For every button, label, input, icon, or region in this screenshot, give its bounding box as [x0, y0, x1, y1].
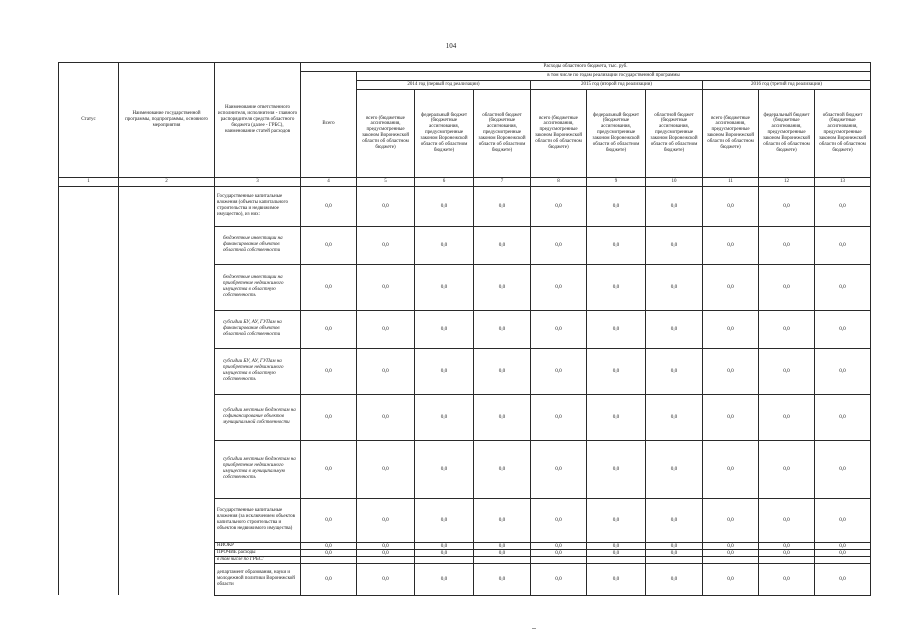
- cell-value: 0,0: [531, 542, 587, 549]
- header-program: Наименование государственной программы, подпрограммы, основного мероприятия: [119, 63, 215, 178]
- cell-value: 0,0: [703, 394, 759, 440]
- cell-value: 0,0: [357, 549, 415, 556]
- cell-value: 0,0: [357, 498, 415, 542]
- cell-value: 0,0: [301, 563, 357, 595]
- cell-value: 0,0: [815, 542, 871, 549]
- cell-value: 0,0: [646, 394, 703, 440]
- cell-value: [759, 556, 815, 563]
- col-number: 2: [119, 177, 215, 186]
- cell-value: 0,0: [759, 348, 815, 394]
- cell-value: 0,0: [415, 186, 474, 226]
- cell-value: 0,0: [815, 498, 871, 542]
- cell-value: 0,0: [357, 440, 415, 498]
- cell-value: 0,0: [301, 542, 357, 549]
- cell-value: 0,0: [474, 498, 531, 542]
- header-2015-fed: федеральный бюджет (бюджетные ассигнования, предусмотренные законом Воронежской области об областном бюджете): [587, 89, 646, 177]
- cell-value: 0,0: [703, 348, 759, 394]
- row-label: субсидии БУ, АУ, ГУПам на приобретение недвижимого имущества в областную собственность: [215, 348, 301, 394]
- cell-value: 0,0: [587, 186, 646, 226]
- cell-value: 0,0: [815, 549, 871, 556]
- header-2016-obl: областной бюджет (бюджетные ассигнования, предусмотренные законом Воронежской области об областном бюджете): [815, 89, 871, 177]
- cell-value: 0,0: [587, 440, 646, 498]
- cell-value: 0,0: [815, 563, 871, 595]
- col-number: 8: [531, 177, 587, 186]
- cell-value: 0,0: [759, 498, 815, 542]
- cell-value: 0,0: [759, 226, 815, 264]
- cell-value: 0,0: [415, 549, 474, 556]
- header-2015-obl: областной бюджет (бюджетные ассигнования, предусмотренные законом Воронежской области об областном бюджете): [646, 89, 703, 177]
- cell-value: 0,0: [415, 348, 474, 394]
- cell-value: 0,0: [759, 549, 815, 556]
- cell-value: 0,0: [415, 498, 474, 542]
- cell-value: 0,0: [474, 310, 531, 348]
- col-number: 4: [301, 177, 357, 186]
- cell-value: [415, 556, 474, 563]
- cell-value: 0,0: [703, 440, 759, 498]
- row-label: Государственные капитальные вложения (объекты капитального строительства и недвижимое имущество), из них:: [215, 186, 301, 226]
- cell-value: 0,0: [703, 498, 759, 542]
- cell-value: 0,0: [474, 226, 531, 264]
- cell-value: 0,0: [357, 186, 415, 226]
- header-2014-fed: федеральный бюджет (бюджетные ассигнования, предусмотренные законом Воронежской области об областном бюджете): [415, 89, 474, 177]
- cell-value: 0,0: [474, 348, 531, 394]
- scan-mark: [532, 628, 536, 629]
- cell-value: 0,0: [301, 264, 357, 310]
- cell-value: 0,0: [646, 310, 703, 348]
- cell-value: [703, 556, 759, 563]
- cell-value: 0,0: [703, 186, 759, 226]
- col-number: 13: [815, 177, 871, 186]
- cell-value: 0,0: [646, 563, 703, 595]
- program-cell: [119, 186, 215, 595]
- cell-value: 0,0: [759, 394, 815, 440]
- cell-value: 0,0: [703, 563, 759, 595]
- cell-value: 0,0: [646, 542, 703, 549]
- col-number: 6: [415, 177, 474, 186]
- cell-value: 0,0: [301, 498, 357, 542]
- header-year-2015: 2015 год (второй год реализации): [531, 80, 703, 89]
- col-number: 10: [646, 177, 703, 186]
- cell-value: 0,0: [415, 310, 474, 348]
- row-label: субсидии местным бюджетам на софинансирование объектов муниципальной собственности: [215, 394, 301, 440]
- cell-value: 0,0: [815, 264, 871, 310]
- cell-value: 0,0: [646, 348, 703, 394]
- cell-value: 0,0: [531, 394, 587, 440]
- cell-value: 0,0: [703, 264, 759, 310]
- cell-value: [474, 556, 531, 563]
- cell-value: 0,0: [531, 563, 587, 595]
- cell-value: 0,0: [531, 186, 587, 226]
- cell-value: 0,0: [759, 310, 815, 348]
- cell-value: 0,0: [759, 186, 815, 226]
- row-label: бюджетные инвестиции на финансирование объектов областной собственности: [215, 226, 301, 264]
- cell-value: 0,0: [815, 348, 871, 394]
- header-2015-all: всего (бюджетные ассигнования, предусмотренные законом Воронежской области об областном бюджете): [531, 89, 587, 177]
- table-row: [59, 186, 871, 226]
- cell-value: 0,0: [815, 310, 871, 348]
- status-cell: [59, 186, 119, 595]
- cell-value: 0,0: [587, 264, 646, 310]
- col-number: 12: [759, 177, 815, 186]
- cell-value: 0,0: [815, 226, 871, 264]
- cell-value: 0,0: [646, 186, 703, 226]
- cell-value: 0,0: [357, 563, 415, 595]
- cell-value: [531, 556, 587, 563]
- cell-value: 0,0: [415, 226, 474, 264]
- cell-value: 0,0: [531, 440, 587, 498]
- cell-value: 0,0: [646, 498, 703, 542]
- cell-value: 0,0: [815, 394, 871, 440]
- cell-value: 0,0: [301, 348, 357, 394]
- row-label: бюджетные инвестиции на приобретение недвижимого имущества в областную собственность: [215, 264, 301, 310]
- cell-value: [301, 556, 357, 563]
- cell-value: 0,0: [587, 498, 646, 542]
- cell-value: 0,0: [587, 348, 646, 394]
- cell-value: 0,0: [646, 264, 703, 310]
- header-2016-fed: федеральный бюджет (бюджетные ассигнования, предусмотренные законом Воронежской области об областном бюджете): [759, 89, 815, 177]
- cell-value: 0,0: [531, 226, 587, 264]
- cell-value: 0,0: [301, 440, 357, 498]
- col-number: 9: [587, 177, 646, 186]
- cell-value: 0,0: [474, 394, 531, 440]
- cell-value: 0,0: [703, 549, 759, 556]
- cell-value: 0,0: [531, 498, 587, 542]
- row-label: департамент образования, науки и молодежной политики Воронежской области: [215, 563, 301, 595]
- cell-value: 0,0: [301, 394, 357, 440]
- header-year-2016: 2016 год (третий год реализации): [703, 80, 871, 89]
- cell-value: 0,0: [646, 226, 703, 264]
- header-executor: Наименование ответственного исполнителя, исполнителя - главного распорядителя средств областного бюджета (далее - ГРБС), наименование статей расходов: [215, 63, 301, 178]
- cell-value: 0,0: [415, 440, 474, 498]
- row-label: субсидии местным бюджетам на приобретение недвижимого имущества в муниципальную собственность: [215, 440, 301, 498]
- col-number: 7: [474, 177, 531, 186]
- page-number: 104: [445, 42, 457, 50]
- cell-value: 0,0: [531, 310, 587, 348]
- cell-value: 0,0: [759, 264, 815, 310]
- cell-value: 0,0: [415, 563, 474, 595]
- cell-value: 0,0: [474, 542, 531, 549]
- cell-value: 0,0: [474, 563, 531, 595]
- cell-value: 0,0: [646, 440, 703, 498]
- cell-value: 0,0: [357, 226, 415, 264]
- col-number: 5: [357, 177, 415, 186]
- cell-value: 0,0: [587, 226, 646, 264]
- cell-value: 0,0: [357, 310, 415, 348]
- cell-value: 0,0: [474, 440, 531, 498]
- cell-value: 0,0: [587, 394, 646, 440]
- cell-value: 0,0: [587, 563, 646, 595]
- cell-value: 0,0: [815, 186, 871, 226]
- row-label: Государственные капитальные вложения (за исключением объектов капитального строительства и объектов недвижимого имущества): [215, 498, 301, 542]
- cell-value: [357, 556, 415, 563]
- cell-value: 0,0: [703, 310, 759, 348]
- header-total: Всего: [301, 71, 357, 177]
- cell-value: 0,0: [531, 348, 587, 394]
- cell-value: 0,0: [759, 542, 815, 549]
- col-number: 11: [703, 177, 759, 186]
- cell-value: 0,0: [531, 264, 587, 310]
- cell-value: 0,0: [357, 264, 415, 310]
- row-label: ПРОЧИЕ расходы: [215, 549, 301, 556]
- cell-value: 0,0: [587, 310, 646, 348]
- header-2014-all: всего (бюджетные ассигнования, предусмотренные законом Воронежской области об областном бюджете): [357, 89, 415, 177]
- column-numbers-row: [59, 177, 871, 186]
- cell-value: 0,0: [815, 440, 871, 498]
- cell-value: [646, 556, 703, 563]
- col-number: 1: [59, 177, 119, 186]
- cell-value: 0,0: [474, 186, 531, 226]
- cell-value: 0,0: [759, 440, 815, 498]
- header-status: Статус: [59, 63, 119, 178]
- cell-value: 0,0: [415, 542, 474, 549]
- row-label: субсидии БУ, АУ, ГУПам на финансирование объектов областной собственности: [215, 310, 301, 348]
- cell-value: 0,0: [587, 542, 646, 549]
- cell-value: 0,0: [703, 542, 759, 549]
- budget-table: [58, 62, 871, 596]
- cell-value: [815, 556, 871, 563]
- cell-value: 0,0: [474, 264, 531, 310]
- header-2016-all: всего (бюджетные ассигнования, предусмотренные законом Воронежской области об областном бюджете): [703, 89, 759, 177]
- cell-value: 0,0: [587, 549, 646, 556]
- row-label: НИОКР: [215, 542, 301, 549]
- header-expenses: Расходы областного бюджета, тыс. руб.: [301, 63, 871, 72]
- header-by-years: в том числе по годам реализации государственной программы: [357, 71, 871, 80]
- cell-value: 0,0: [357, 542, 415, 549]
- cell-value: 0,0: [301, 186, 357, 226]
- cell-value: 0,0: [703, 226, 759, 264]
- cell-value: 0,0: [415, 394, 474, 440]
- cell-value: 0,0: [357, 394, 415, 440]
- cell-value: 0,0: [301, 310, 357, 348]
- col-number: 3: [215, 177, 301, 186]
- cell-value: 0,0: [301, 226, 357, 264]
- cell-value: 0,0: [531, 549, 587, 556]
- cell-value: 0,0: [759, 563, 815, 595]
- cell-value: [587, 556, 646, 563]
- cell-value: 0,0: [301, 549, 357, 556]
- cell-value: 0,0: [474, 549, 531, 556]
- header-2014-obl: областной бюджет (бюджетные ассигнования, предусмотренные законом Воронежской области об областном бюджете): [474, 89, 531, 177]
- cell-value: 0,0: [646, 549, 703, 556]
- cell-value: 0,0: [357, 348, 415, 394]
- header-year-2014: 2014 год (первый год реализации): [357, 80, 531, 89]
- row-label: в том числе по ГРБС:: [215, 556, 301, 563]
- cell-value: 0,0: [415, 264, 474, 310]
